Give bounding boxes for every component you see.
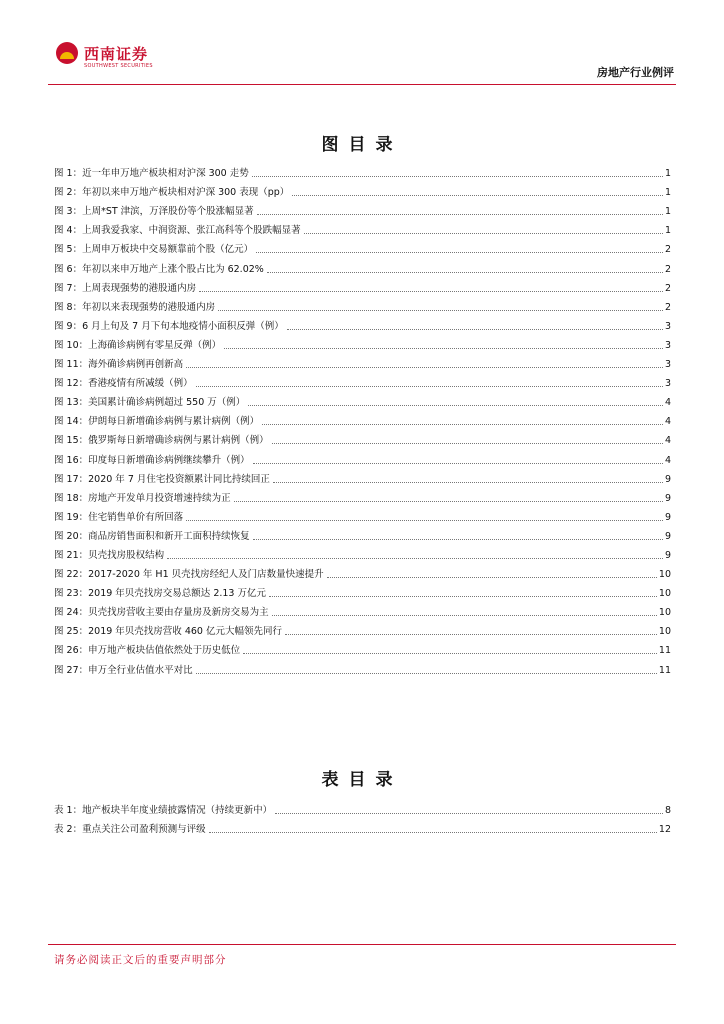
- toc-entry-label[interactable]: 图 25：2019 年贝壳找房营收 460 亿元大幅领先同行: [54, 626, 282, 638]
- toc-leader-dots: [327, 577, 657, 578]
- toc-leader-dots: [186, 367, 663, 368]
- toc-entry-page[interactable]: 8: [664, 805, 671, 817]
- toc-entry-page[interactable]: 11: [658, 664, 671, 676]
- table-toc-list: [54, 798, 671, 836]
- toc-leader-dots: [256, 252, 663, 253]
- toc-entry[interactable]: [54, 562, 671, 581]
- toc-entry[interactable]: [54, 817, 671, 836]
- toc-entry[interactable]: [54, 638, 671, 657]
- figure-toc-list: [54, 161, 671, 677]
- toc-entry-label[interactable]: 图 19：住宅销售单价有所回落: [54, 511, 184, 523]
- toc-entry-page[interactable]: 2: [664, 263, 671, 275]
- toc-entry[interactable]: [54, 314, 671, 333]
- toc-entry-page[interactable]: 1: [664, 187, 671, 199]
- figure-toc-title: 图目录: [321, 135, 403, 155]
- toc-entry-page[interactable]: 9: [664, 492, 671, 504]
- toc-entry[interactable]: [54, 333, 671, 352]
- toc-leader-dots: [304, 233, 663, 234]
- toc-leader-dots: [243, 653, 657, 654]
- toc-leader-dots: [257, 214, 663, 215]
- toc-entry-page[interactable]: 10: [658, 588, 671, 600]
- toc-entry[interactable]: [54, 486, 671, 505]
- toc-entry-page[interactable]: 9: [664, 549, 671, 561]
- toc-entry-page[interactable]: 2: [664, 301, 671, 313]
- toc-leader-dots: [218, 310, 663, 311]
- toc-leader-dots: [262, 424, 663, 425]
- toc-entry-page[interactable]: 1: [664, 168, 671, 180]
- toc-entry[interactable]: [54, 409, 671, 428]
- toc-entry-label[interactable]: 图 10：上海确诊病例有零星反弹（例）: [54, 339, 222, 351]
- toc-entry[interactable]: [54, 600, 671, 619]
- toc-leader-dots: [287, 329, 663, 330]
- toc-entry-label[interactable]: 表 2：重点关注公司盈利预测与评级: [54, 824, 206, 836]
- toc-leader-dots: [199, 291, 663, 292]
- toc-leader-dots: [167, 558, 663, 559]
- toc-leader-dots: [292, 195, 663, 196]
- toc-entry[interactable]: [54, 371, 671, 390]
- toc-entry-page[interactable]: 4: [664, 435, 671, 447]
- toc-entry-label[interactable]: 表 1：地产板块半年度业绩披露情况（持续更新中）: [54, 805, 273, 817]
- toc-leader-dots: [273, 482, 663, 483]
- toc-entry-label[interactable]: 图 7：上周表现强势的港股通内房: [54, 282, 197, 294]
- toc-entry-page[interactable]: 9: [664, 473, 671, 485]
- toc-leader-dots: [234, 501, 663, 502]
- toc-entry[interactable]: [54, 428, 671, 447]
- report-type: 房地产行业例评: [597, 66, 674, 79]
- toc-entry-label[interactable]: 图 8：年初以来表现强势的港股通内房: [54, 301, 216, 313]
- toc-leader-dots: [272, 443, 663, 444]
- toc-entry-label[interactable]: 图 18：房地产开发单月投资增速持续为正: [54, 492, 231, 504]
- toc-entry-page[interactable]: 3: [664, 378, 671, 390]
- toc-entry-page[interactable]: 9: [664, 530, 671, 542]
- toc-entry-label[interactable]: 图 9：6 月上旬及 7 月下旬本地疫情小面积反弹（例）: [54, 320, 284, 332]
- toc-entry-page[interactable]: 12: [658, 824, 671, 836]
- table-toc-title: 表目录: [321, 770, 403, 790]
- toc-entry-page[interactable]: 2: [664, 282, 671, 294]
- logo-name: 西南证券: [84, 45, 149, 63]
- toc-entry[interactable]: [54, 581, 671, 600]
- toc-entry[interactable]: [54, 543, 671, 562]
- toc-entry-label[interactable]: 图 3：上周*ST 津滨，万泽股份等个股涨幅显著: [54, 206, 254, 218]
- toc-entry-label[interactable]: 图 14：伊朗每日新增确诊病例与累计病例（例）: [54, 416, 260, 428]
- header-divider: [48, 84, 676, 85]
- toc-entry-label[interactable]: 图 21：贝壳找房股权结构: [54, 549, 165, 561]
- footer-divider: [48, 944, 676, 945]
- toc-entry-label[interactable]: 图 13：美国累计确诊病例超过 550 万（例）: [54, 397, 246, 409]
- toc-entry-page[interactable]: 11: [658, 645, 671, 657]
- toc-entry-page[interactable]: 3: [664, 359, 671, 371]
- toc-entry[interactable]: [54, 619, 671, 638]
- toc-entry[interactable]: [54, 467, 671, 486]
- toc-entry-label[interactable]: 图 27：申万全行业估值水平对比: [54, 664, 193, 676]
- toc-leader-dots: [196, 386, 663, 387]
- toc-entry-page[interactable]: 3: [664, 339, 671, 351]
- logo-english-name: SOUTHWEST SECURITIES: [84, 63, 153, 69]
- toc-entry-label[interactable]: 图 24：贝壳找房营收主要由存量房及新房交易为主: [54, 607, 269, 619]
- toc-leader-dots: [224, 348, 663, 349]
- toc-entry-label[interactable]: 图 6：年初以来申万地产上涨个股占比为 62.02%: [54, 263, 264, 275]
- toc-entry[interactable]: [54, 199, 671, 218]
- toc-entry[interactable]: [54, 447, 671, 466]
- toc-entry[interactable]: [54, 218, 671, 237]
- toc-entry-page[interactable]: 4: [664, 454, 671, 466]
- toc-leader-dots: [196, 673, 657, 674]
- toc-leader-dots: [253, 539, 663, 540]
- logo-icon: [56, 42, 78, 64]
- toc-entry[interactable]: [54, 256, 671, 275]
- toc-leader-dots: [252, 176, 663, 177]
- disclaimer-notice[interactable]: 请务必阅读正文后的重要声明部分: [54, 954, 227, 966]
- toc-entry-label[interactable]: 图 11：海外确诊病例再创新高: [54, 359, 184, 371]
- toc-entry-page[interactable]: 9: [664, 511, 671, 523]
- page-header: [48, 40, 676, 84]
- toc-entry[interactable]: [54, 352, 671, 371]
- toc-entry-page[interactable]: 1: [664, 225, 671, 237]
- toc-entry-page[interactable]: 10: [658, 569, 671, 581]
- toc-leader-dots: [272, 615, 657, 616]
- toc-entry[interactable]: [54, 798, 671, 817]
- toc-entry-label[interactable]: 图 17：2020 年 7 月住宅投资额累计同比持续回正: [54, 473, 270, 485]
- toc-entry-page[interactable]: 4: [664, 416, 671, 428]
- toc-entry[interactable]: [54, 657, 671, 676]
- toc-entry-label[interactable]: 图 16：印度每日新增确诊病例继续攀升（例）: [54, 454, 250, 466]
- toc-entry-label[interactable]: 图 23：2019 年贝壳找房交易总额达 2.13 万亿元: [54, 588, 266, 600]
- toc-entry[interactable]: [54, 237, 671, 256]
- toc-entry[interactable]: [54, 524, 671, 543]
- toc-entry[interactable]: [54, 276, 671, 295]
- toc-entry-label[interactable]: 图 22：2017-2020 年 H1 贝壳找房经纪人及门店数量快速提升: [54, 569, 324, 581]
- toc-entry[interactable]: [54, 161, 671, 180]
- toc-entry[interactable]: [54, 390, 671, 409]
- toc-entry-label[interactable]: 图 1：近一年申万地产板块相对沪深 300 走势: [54, 168, 249, 180]
- toc-entry-label[interactable]: 图 26：申万地产板块估值依然处于历史低位: [54, 645, 241, 657]
- toc-leader-dots: [269, 596, 657, 597]
- toc-entry[interactable]: [54, 180, 671, 199]
- toc-entry-page[interactable]: 10: [658, 626, 671, 638]
- toc-entry-page[interactable]: 1: [664, 206, 671, 218]
- toc-leader-dots: [186, 520, 663, 521]
- toc-entry-page[interactable]: 2: [664, 244, 671, 256]
- toc-entry-label[interactable]: 图 2：年初以来申万地产板块相对沪深 300 表现（pp）: [54, 187, 290, 199]
- toc-leader-dots: [248, 405, 663, 406]
- toc-entry-page[interactable]: 3: [664, 320, 671, 332]
- toc-leader-dots: [253, 463, 663, 464]
- toc-entry-label[interactable]: 图 15：俄罗斯每日新增确诊病例与累计病例（例）: [54, 435, 269, 447]
- toc-leader-dots: [275, 813, 663, 814]
- toc-entry-label[interactable]: 图 5：上周申万板块中交易额靠前个股（亿元）: [54, 244, 254, 256]
- toc-leader-dots: [209, 832, 657, 833]
- toc-leader-dots: [285, 634, 657, 635]
- toc-entry[interactable]: [54, 295, 671, 314]
- toc-entry-label[interactable]: 图 4：上周我爱我家、中润资源、张江高科等个股跌幅显著: [54, 225, 301, 237]
- toc-entry[interactable]: [54, 505, 671, 524]
- toc-entry-label[interactable]: 图 12：香港疫情有所减缓（例）: [54, 378, 193, 390]
- toc-entry-page[interactable]: 4: [664, 397, 671, 409]
- toc-leader-dots: [267, 272, 663, 273]
- toc-entry-page[interactable]: 10: [658, 607, 671, 619]
- toc-entry-label[interactable]: 图 20：商品房销售面积和新开工面积持续恢复: [54, 530, 250, 542]
